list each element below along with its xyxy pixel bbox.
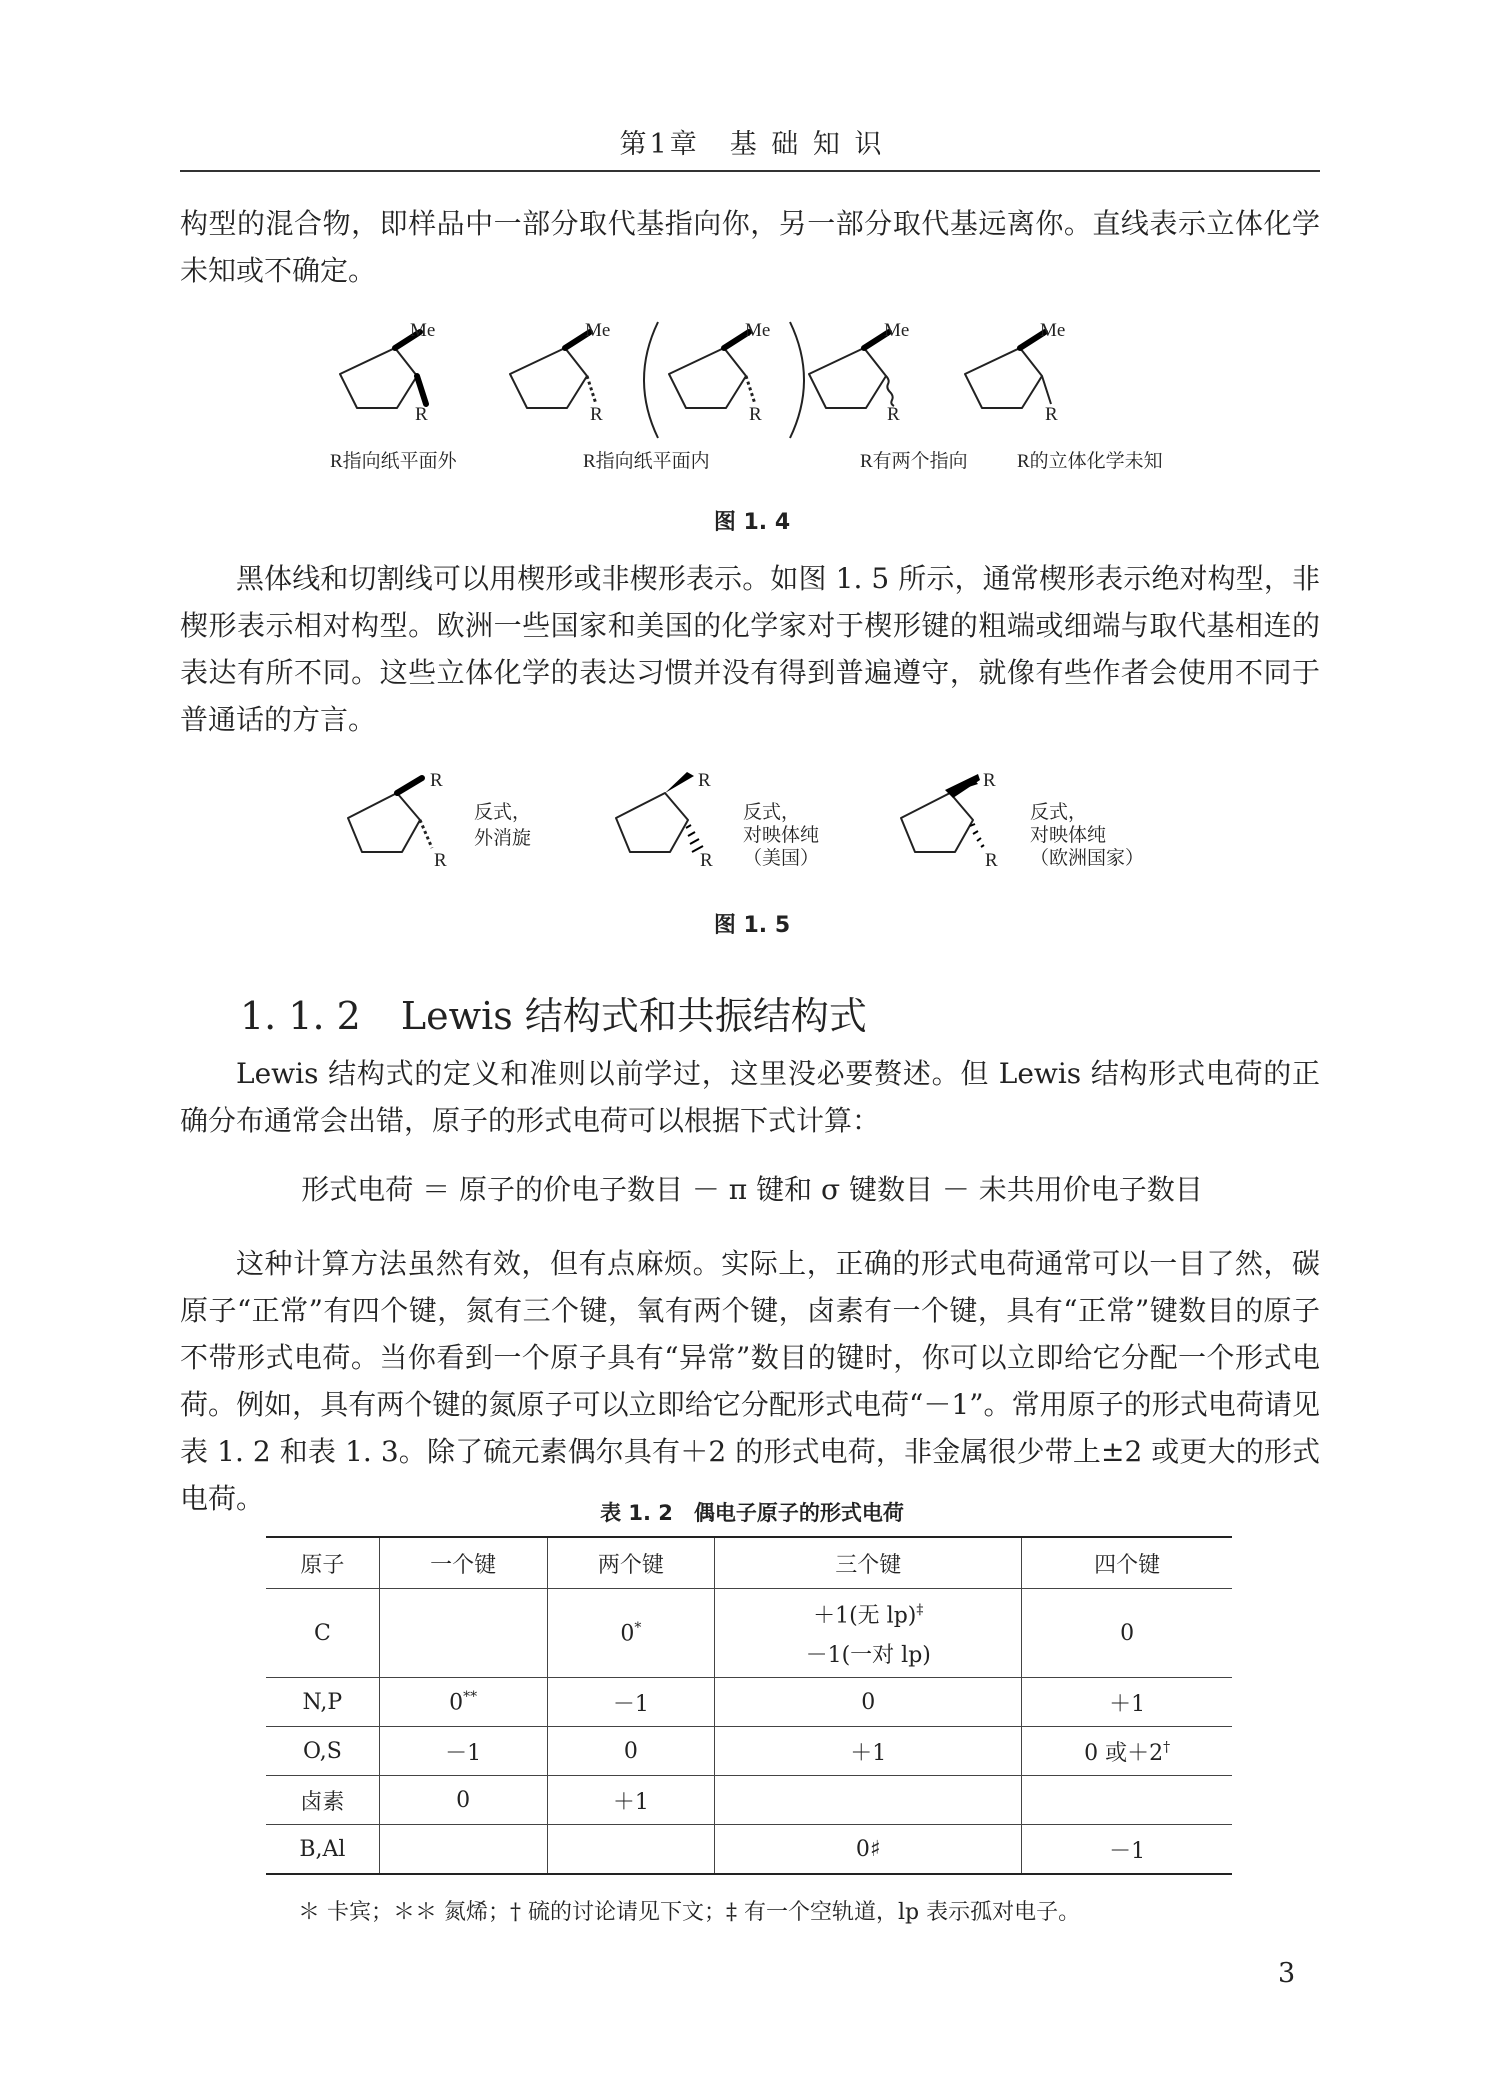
cell-two-bonds bbox=[547, 1825, 715, 1875]
cell-atom: 卤素 bbox=[266, 1776, 379, 1825]
me-label-2: Me bbox=[585, 320, 611, 341]
fig15-m1-l2: 外消旋 bbox=[474, 828, 532, 849]
r-label-4: R bbox=[887, 404, 900, 425]
paragraph-4: 这种计算方法虽然有效，但有点麻烦。实际上，正确的形式电荷通常可以一目了然，碳原子“正常”有四个键，氮有三个键，氧有两个键，卤素有一个键，具有“正常”键数目的原子不带形式电荷。当你看到一个原子具有“异常”数目的键时，你可以立即给它分配一个形式电荷。例如，具有两个键的氮原子可以立即给它分配形式电荷“－1”。常用原子的形式电荷请见表 1. 2 和表 1. 3。除了硫元素偶尔具有＋2 的形式电荷，非金属很少带上±2 或更大的形式电荷。 bbox=[180, 1247, 1320, 1515]
paren-right bbox=[790, 322, 804, 438]
me-label-5: Me bbox=[1040, 320, 1066, 341]
r-label-5: R bbox=[1045, 404, 1058, 425]
table-row bbox=[266, 1825, 1232, 1875]
formal-charge-formula: 形式电荷 ＝ 原子的价电子数目 － π 键和 σ 键数目 － 未共用价电子数目 bbox=[301, 1173, 1203, 1206]
fig15-m2-l2: 对映体纯 bbox=[743, 825, 820, 846]
cell-two-bonds: ＋1 bbox=[547, 1776, 715, 1825]
fig14-label-4: R的立体化学未知 bbox=[1017, 451, 1163, 472]
cell-four-bonds: 0 或＋2† bbox=[1022, 1727, 1232, 1776]
cell-four-bonds bbox=[1022, 1776, 1232, 1825]
cell-one-bond bbox=[379, 1825, 547, 1875]
r-label-c1: R bbox=[983, 770, 996, 791]
col-header-two-bonds: 两个键 bbox=[547, 1537, 715, 1589]
me-label-3: Me bbox=[745, 320, 771, 341]
r-label-3: R bbox=[749, 404, 762, 425]
cell-three-bonds: ＋1 bbox=[715, 1727, 1022, 1776]
header-rule bbox=[180, 170, 1320, 172]
table-row bbox=[266, 1776, 1232, 1825]
ring-5 bbox=[965, 348, 1042, 408]
col-header-four-bonds: 四个键 bbox=[1022, 1537, 1232, 1589]
paragraph-1: 构型的混合物，即样品中一部分取代基指向你，另一部分取代基远离你。直线表示立体化学未知或不确定。 bbox=[180, 207, 1320, 287]
fig14-label-1: R指向纸平面外 bbox=[330, 451, 457, 472]
cell-atom: B,Al bbox=[266, 1825, 379, 1875]
bold-bond-1b bbox=[417, 376, 426, 404]
fig14-label-3: R有两个指向 bbox=[860, 451, 968, 472]
section-heading bbox=[240, 985, 867, 1040]
fig15-m1-l1: 反式， bbox=[474, 802, 532, 823]
ring-1 bbox=[340, 348, 417, 408]
cell-atom: N,P bbox=[266, 1678, 379, 1727]
ring-3 bbox=[669, 348, 746, 408]
table-row bbox=[266, 1678, 1232, 1727]
fig15-m3-l3: （欧洲国家） bbox=[1030, 848, 1145, 869]
r-label-a1: R bbox=[430, 770, 443, 791]
col-header-three-bonds: 三个键 bbox=[715, 1537, 1022, 1589]
fig15-m3-l2: 对映体纯 bbox=[1030, 825, 1107, 846]
fig15-m2-l3: （美国） bbox=[743, 848, 820, 869]
me-label-1: Me bbox=[410, 320, 436, 341]
cell-one-bond: －1 bbox=[379, 1727, 547, 1776]
r-label-1: R bbox=[415, 404, 428, 425]
ring-2 bbox=[510, 348, 587, 408]
cell-three-bonds: 0 bbox=[715, 1678, 1022, 1727]
r-label-b1: R bbox=[698, 770, 711, 791]
ring-c bbox=[901, 793, 973, 852]
figure-1-4-caption: 图 1. 4 bbox=[713, 510, 791, 535]
table-row bbox=[266, 1589, 1232, 1678]
figure-1-5-caption: 图 1. 5 bbox=[713, 913, 791, 938]
formal-charge-table bbox=[266, 1536, 1232, 1875]
r-label-c2: R bbox=[985, 850, 998, 871]
running-header: 第1章 基 础 知 识 bbox=[619, 129, 885, 160]
paragraph-3: Lewis 结构式的定义和准则以前学过，这里没必要赘述。但 Lewis 结构形式电荷的正确分布通常会出错，原子的形式电荷可以根据下式计算： bbox=[180, 1057, 1320, 1137]
cell-four-bonds: －1 bbox=[1022, 1825, 1232, 1875]
fig15-m2-l1: 反式， bbox=[743, 802, 801, 823]
table-caption: 表 1. 2 偶电子原子的形式电荷 bbox=[600, 1501, 904, 1525]
r-label-2: R bbox=[590, 404, 603, 425]
cell-three-bonds: ＋1(无 lp)‡ －1(一对 lp) bbox=[715, 1589, 1022, 1678]
fig14-label-2: R指向纸平面内 bbox=[583, 451, 710, 472]
cell-one-bond: 0** bbox=[379, 1678, 547, 1727]
cell-two-bonds: －1 bbox=[547, 1678, 715, 1727]
cell-two-bonds: 0 bbox=[547, 1727, 715, 1776]
cell-three-bonds: 0♯ bbox=[715, 1825, 1022, 1875]
cell-three-bonds bbox=[715, 1776, 1022, 1825]
r-label-b2: R bbox=[700, 850, 713, 871]
table-footnote: ＊ 卡宾；＊＊ 氮烯；† 硫的讨论请见下文；‡ 有一个空轨道，lp 表示孤对电子。 bbox=[298, 1900, 1081, 1925]
section-number: 1. 1. 2 bbox=[240, 994, 361, 1038]
page-number: 3 bbox=[1278, 1958, 1296, 1989]
col-header-atom: 原子 bbox=[266, 1537, 379, 1589]
table-header-row bbox=[266, 1537, 1232, 1589]
r-label-a2: R bbox=[434, 850, 447, 871]
table-row bbox=[266, 1727, 1232, 1776]
cell-two-bonds: 0* bbox=[547, 1589, 715, 1678]
paragraph-2: 黑体线和切割线可以用楔形或非楔形表示。如图 1. 5 所示，通常楔形表示绝对构型，非楔形表示相对构型。欧洲一些国家和美国的化学家对于楔形键的粗端或细端与取代基相连的表达有所不同。这些立体化学的表达习惯并没有得到普遍遵守，就像有些作者会使用不同于普通话的方言。 bbox=[180, 562, 1320, 736]
cell-four-bonds: 0 bbox=[1022, 1589, 1232, 1678]
cell-four-bonds: ＋1 bbox=[1022, 1678, 1232, 1727]
ring-4 bbox=[809, 348, 886, 408]
me-label-4: Me bbox=[884, 320, 910, 341]
ring-a bbox=[348, 793, 420, 852]
section-title: Lewis 结构式和共振结构式 bbox=[400, 994, 867, 1038]
ring-b bbox=[616, 793, 688, 852]
cell-one-bond bbox=[379, 1589, 547, 1678]
paren-left bbox=[644, 322, 658, 438]
cell-atom: C bbox=[266, 1589, 379, 1678]
col-header-one-bond: 一个键 bbox=[379, 1537, 547, 1589]
cell-atom: O,S bbox=[266, 1727, 379, 1776]
fig15-m3-l1: 反式， bbox=[1030, 802, 1088, 823]
cell-one-bond: 0 bbox=[379, 1776, 547, 1825]
